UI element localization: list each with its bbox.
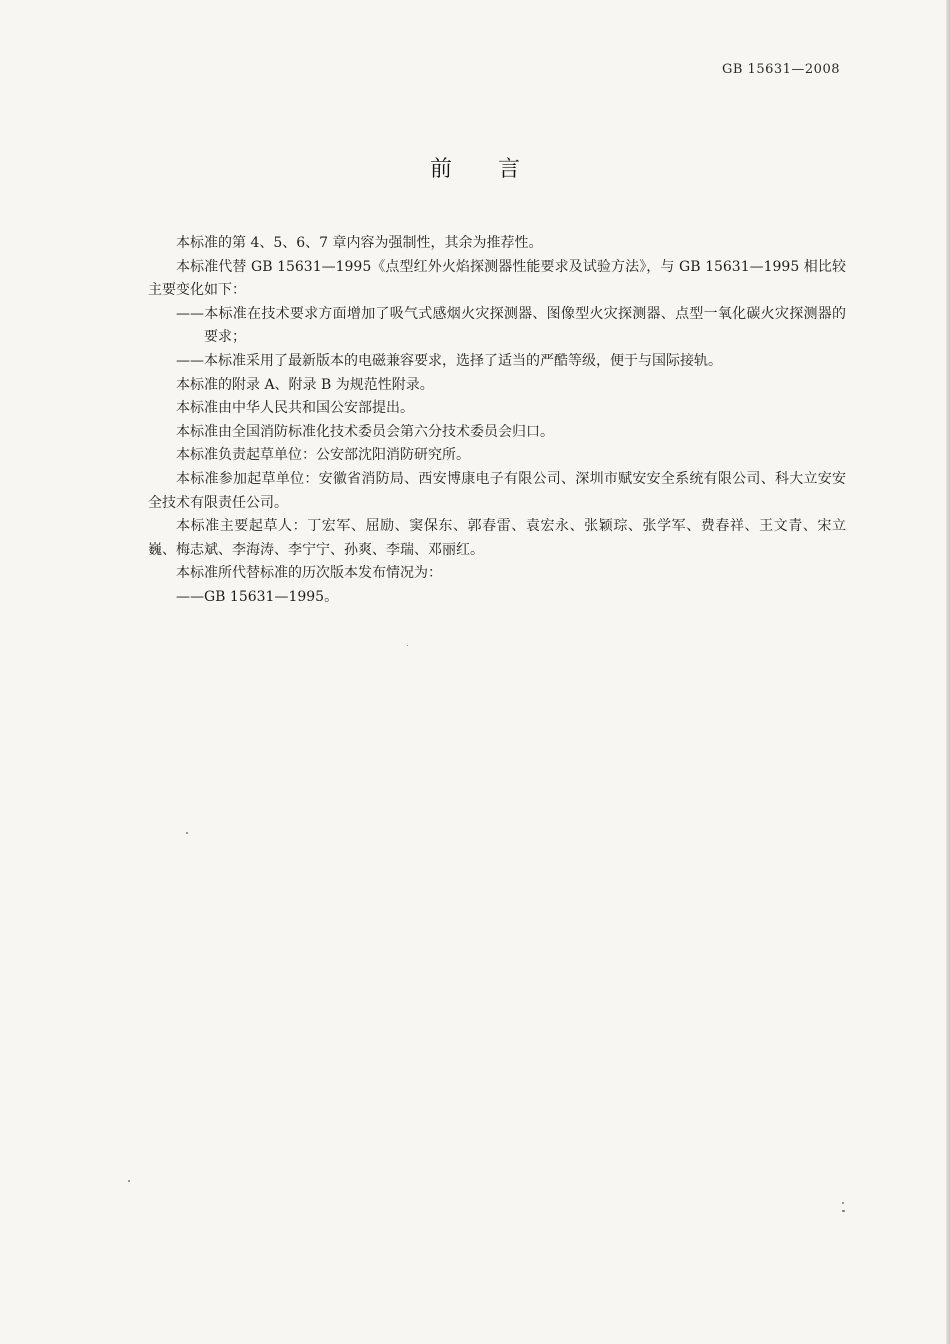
change-item-requirements: ——本标准在技术要求方面增加了吸气式感烟火灾探测器、图像型火灾探测器、点型一氧化碳火灾探测器的要求； <box>176 305 846 346</box>
scan-speck <box>186 832 188 834</box>
paragraph-replacement: 本标准代替 GB 15631—1995《点型红外火焰探测器性能要求及试验方法》，与 GB 15631—1995 相比较主要变化如下： <box>148 258 846 299</box>
paragraph-participating-units: 本标准参加起草单位：安徽省消防局、西安博康电子有限公司、深圳市赋安安全系统有限公司、科大立安安全技术有限责任公司。 <box>148 470 846 511</box>
paragraph-drafting-unit: 本标准负责起草单位：公安部沈阳消防研究所。 <box>176 447 470 464</box>
paragraph-mandatory-clauses: 本标准的第 4、5、6、7 章内容为强制性，其余为推荐性。 <box>176 235 543 251</box>
scan-speck <box>407 645 408 646</box>
scan-speck <box>842 1202 844 1204</box>
paragraph-drafters: 本标准主要起草人：丁宏军、屈励、窦保东、郭春雷、袁宏永、张颖琮、张学军、费春祥、王文青、宋立巍、梅志斌、李海涛、李宁宁、孙爽、李瑞、邓丽红。 <box>148 518 846 558</box>
paragraph-under-jurisdiction: 本标准由全国消防标准化技术委员会第六分技术委员会归口。 <box>176 423 554 440</box>
page-title: 前言 <box>429 157 566 182</box>
scan-speck <box>842 1210 845 1212</box>
foreword-body <box>148 232 846 610</box>
scan-speck <box>128 1180 130 1182</box>
previous-edition-item: ——GB 15631—1995。 <box>176 588 339 605</box>
paragraph-proposed-by: 本标准由中华人民共和国公安部提出。 <box>176 400 414 417</box>
paragraph-annexes: 本标准的附录 A、附录 B 为规范性附录。 <box>176 376 434 393</box>
standard-number: GB 15631—2008 <box>721 62 840 77</box>
change-item-emc: ——本标准采用了最新版本的电磁兼容要求，选择了适当的严酷等级，便于与国际接轨。 <box>176 352 722 369</box>
paragraph-previous-editions: 本标准所代替标准的历次版本发布情况为： <box>176 565 442 582</box>
page-edge-shadow <box>946 0 950 1344</box>
